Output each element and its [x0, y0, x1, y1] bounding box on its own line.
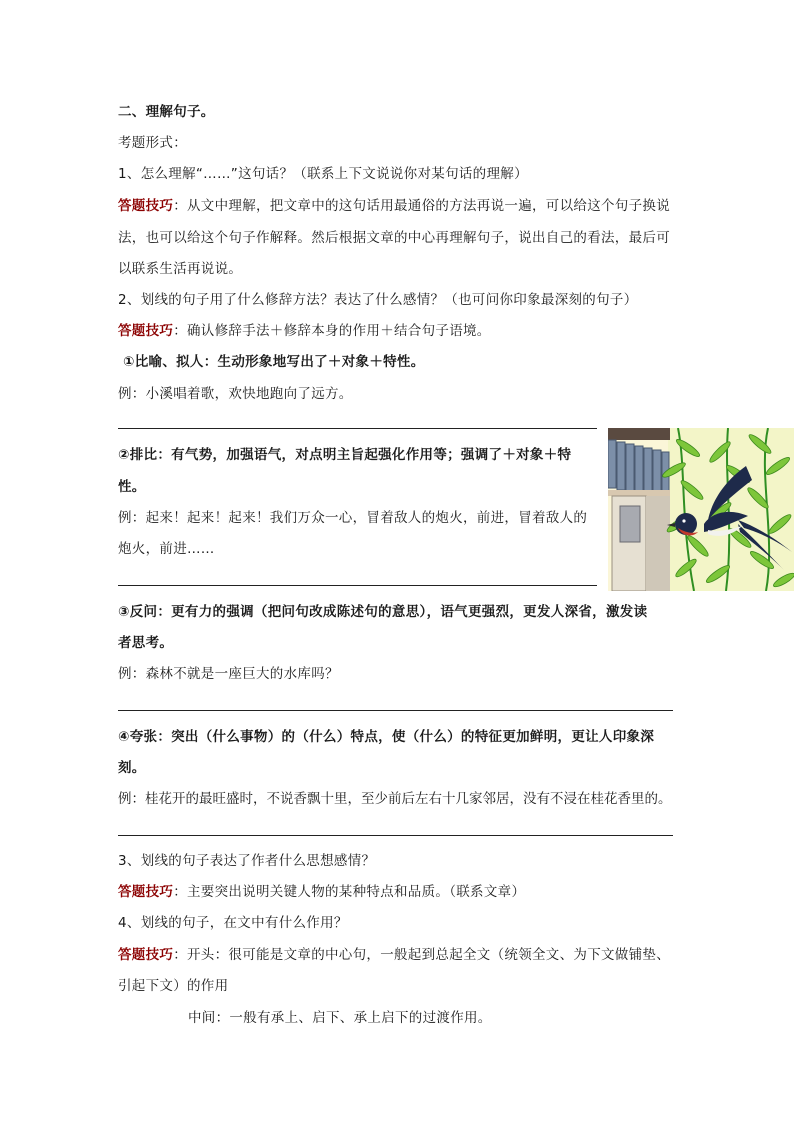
q2-answer: 答题技巧：确认修辞手法＋修辞本身的作用＋结合句子语境。 — [118, 323, 491, 339]
q4-answer-line-2: 引起下文）的作用 — [118, 978, 229, 994]
divider-line — [118, 585, 597, 586]
rhetorical-rule-line-2: 者思考。 — [118, 635, 174, 651]
parallel-rule-line-2: 性。 — [118, 479, 146, 495]
rhetorical-example: 例：森林不就是一座巨大的水库吗？ — [118, 666, 339, 682]
metaphor-rule: ①比喻、拟人：生动形象地写出了＋对象＋特性。 — [123, 354, 425, 370]
q1-answer-line-1: 答题技巧：从文中理解，把文章中的这句话用最通俗的方法再说一遍，可以给这个句子换说 — [118, 198, 671, 214]
skill-label: 答题技巧 — [118, 884, 174, 900]
q4-question: 4、划线的句子，在文中有什么作用？ — [118, 915, 348, 931]
divider-line — [118, 428, 597, 429]
swallow-on-willow-illustration — [608, 428, 794, 591]
parallel-example-line-2: 炮火，前进…… — [118, 541, 215, 557]
q1-question: 1、怎么理解“……”这句话？（联系上下文说说你对某句话的理解） — [118, 166, 528, 182]
skill-label: 答题技巧 — [118, 323, 174, 339]
parallel-example-line-1: 例：起来！起来！起来！我们万众一心，冒着敌人的炮火，前进，冒着敌人的 — [118, 510, 588, 526]
parallel-rule-line-1: ②排比：有气势，加强语气，对点明主旨起强化作用等；强调了＋对象＋特 — [118, 447, 572, 463]
skill-label: 答题技巧 — [118, 947, 174, 963]
question-form-label: 考题形式： — [118, 135, 187, 151]
section-title: 二、理解句子。 — [118, 104, 215, 120]
rhetorical-rule-line-1: ③反问：更有力的强调（把问句改成陈述句的意思），语气更强烈，更发人深省，激发读 — [118, 604, 648, 620]
divider-line — [118, 835, 673, 836]
q4-answer-line-1: 答题技巧：开头：很可能是文章的中心句，一般起到总起全文（统领全文、为下文做铺垫、 — [118, 947, 671, 963]
hyperbole-rule-line-2: 刻。 — [118, 760, 146, 776]
q4-answer-line-3: 中间：一般有承上、启下、承上启下的过渡作用。 — [188, 1010, 492, 1026]
q3-question: 3、划线的句子表达了作者什么思想感情？ — [118, 853, 376, 869]
q1-answer-line-3: 以联系生活再说说。 — [118, 261, 243, 277]
divider-line — [118, 710, 673, 711]
q3-answer: 答题技巧：主要突出说明关键人物的某种特点和品质。（联系文章） — [118, 884, 526, 900]
q2-question: 2、划线的句子用了什么修辞方法？表达了什么感情？（也可问你印象最深刻的句子） — [118, 292, 638, 308]
skill-label: 答题技巧 — [118, 198, 174, 214]
hyperbole-example: 例：桂花开的最旺盛时，不说香飘十里，至少前后左右十几家邻居，没有不浸在桂花香里的。 — [118, 791, 672, 807]
q1-answer-line-2: 法，也可以给这个句子作解释。然后根据文章的中心再理解句子，说出自己的看法，最后可 — [118, 230, 670, 246]
metaphor-example: 例：小溪唱着歌，欢快地跑向了远方。 — [118, 386, 353, 402]
hyperbole-rule-line-1: ④夸张：突出（什么事物）的（什么）特点，使（什么）的特征更加鲜明，更让人印象深 — [118, 729, 655, 745]
